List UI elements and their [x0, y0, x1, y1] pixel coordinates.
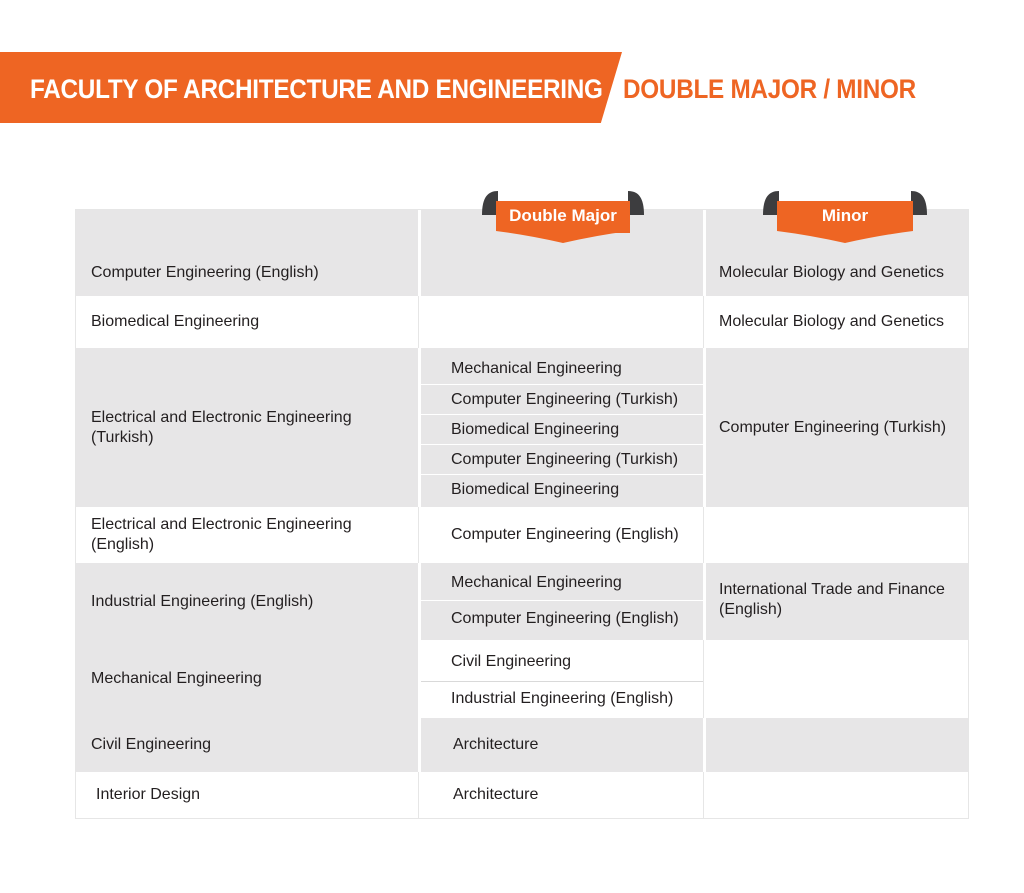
- double-major-cell: [421, 718, 703, 772]
- minor-cell: Molecular Biology and Genetics: [719, 313, 945, 330]
- double-major-item: Computer Engineering (Turkish): [421, 444, 703, 474]
- double-major-cell: [421, 563, 703, 640]
- table-row: [76, 507, 968, 563]
- program-name: Electrical and Electronic Engineering (English): [91, 516, 352, 553]
- double-major-header: [482, 189, 644, 245]
- double-major-cell: [421, 640, 703, 718]
- double-major-item: Computer Engineering (English): [421, 600, 703, 636]
- double-major-cell: [421, 348, 703, 507]
- faculty-title: FACULTY OF ARCHITECTURE AND ENGINEERING: [30, 74, 603, 104]
- double-major-item: Computer Engineering (English): [451, 526, 679, 543]
- minor-label: Minor: [821, 206, 869, 225]
- double-major-label: Double Major: [509, 206, 617, 225]
- minor-cell: Molecular Biology and Genetics: [719, 264, 945, 281]
- double-major-item: Architecture: [453, 736, 539, 753]
- table-row: [76, 563, 968, 640]
- table-row: [76, 348, 968, 507]
- double-major-item: Mechanical Engineering: [451, 360, 622, 377]
- double-major-item: Computer Engineering (Turkish): [421, 384, 703, 414]
- double-major-item: Biomedical Engineering: [421, 474, 703, 504]
- double-major-item: Civil Engineering: [451, 653, 572, 670]
- minor-header: [763, 189, 927, 245]
- minor-cell: International Trade and Finance (English): [719, 581, 945, 618]
- program-name: Industrial Engineering (English): [91, 592, 314, 610]
- minor-cell: Computer Engineering (Turkish): [719, 418, 947, 436]
- double-major-cell: [421, 772, 703, 818]
- table-row: [76, 718, 968, 772]
- minor-cell: [706, 507, 968, 563]
- double-major-cell: [421, 296, 703, 348]
- program-name: Electrical and Electronic Engineering (Turkish): [91, 408, 352, 446]
- program-name: Mechanical Engineering: [76, 640, 418, 718]
- double-major-cell: [421, 507, 703, 563]
- program-name: Biomedical Engineering: [91, 313, 260, 330]
- minor-cell: [706, 718, 968, 772]
- minor-cell: [706, 772, 968, 818]
- program-table: [75, 209, 969, 819]
- table-row: [76, 772, 968, 818]
- table-row: [76, 296, 968, 348]
- minor-cell: [706, 640, 968, 718]
- double-major-item: Architecture: [453, 786, 539, 803]
- double-major-item: Industrial Engineering (English): [421, 681, 703, 715]
- table-row: [76, 640, 968, 718]
- double-major-item: Mechanical Engineering: [451, 574, 622, 591]
- program-name: Civil Engineering: [91, 736, 212, 753]
- program-name: Interior Design: [96, 786, 201, 803]
- page-subtitle: DOUBLE MAJOR / MINOR: [623, 74, 916, 104]
- program-name: Computer Engineering (English): [91, 264, 319, 281]
- double-major-item: Biomedical Engineering: [421, 414, 703, 444]
